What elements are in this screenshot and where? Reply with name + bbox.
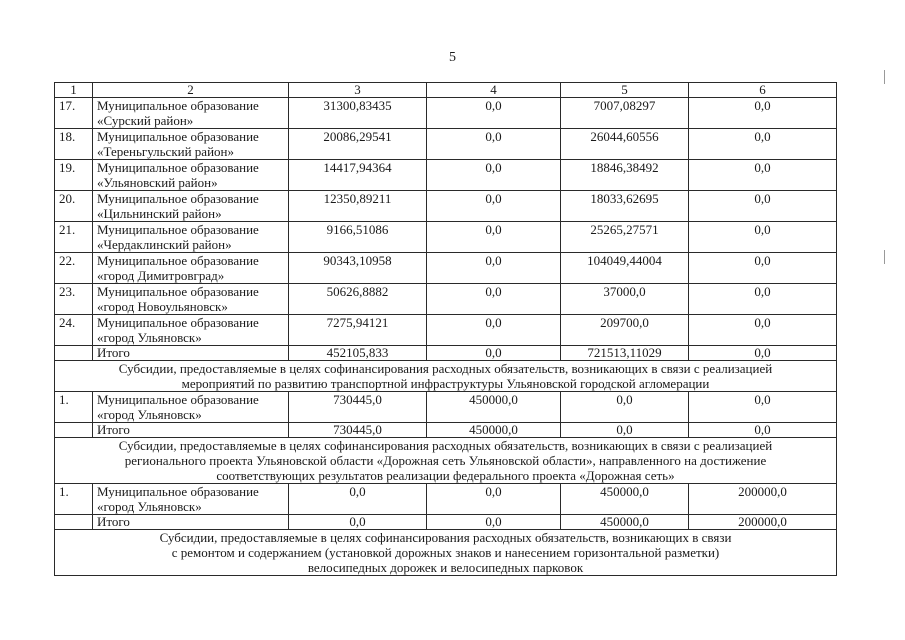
- row-number: 18.: [55, 129, 93, 160]
- municipality-name: Муниципальное образование «город Ульяновск»: [93, 484, 289, 515]
- value-col3: 20086,29541: [289, 129, 427, 160]
- municipality-name: Муниципальное образование «Чердаклинский район»: [93, 222, 289, 253]
- total-col4: 0,0: [427, 346, 561, 361]
- value-col4: 0,0: [427, 253, 561, 284]
- table-row: [55, 129, 837, 160]
- municipality-name: Муниципальное образование «город Ульяновск»: [93, 392, 289, 423]
- municipality-name: Муниципальное образование «Сурский район»: [93, 98, 289, 129]
- empty-cell: [55, 515, 93, 530]
- value-col6: 200000,0: [689, 484, 837, 515]
- row-number: 22.: [55, 253, 93, 284]
- municipality-name: Муниципальное образование «Тереньгульский район»: [93, 129, 289, 160]
- value-col4: 450000,0: [427, 392, 561, 423]
- value-col3: 7275,94121: [289, 315, 427, 346]
- value-col5: 104049,44004: [561, 253, 689, 284]
- value-col5: 18846,38492: [561, 160, 689, 191]
- row-number: 21.: [55, 222, 93, 253]
- column-number-header: [55, 83, 837, 98]
- value-col3: 90343,10958: [289, 253, 427, 284]
- total-col5: 450000,0: [561, 515, 689, 530]
- header-cell: 6: [689, 83, 837, 98]
- table-row: [55, 484, 837, 515]
- row-number: 24.: [55, 315, 93, 346]
- section-heading: [55, 530, 837, 576]
- table-row: [55, 284, 837, 315]
- value-col6: 0,0: [689, 222, 837, 253]
- municipality-name: Муниципальное образование «Цильнинский район»: [93, 191, 289, 222]
- value-col5: 25265,27571: [561, 222, 689, 253]
- total-col3: 730445,0: [289, 423, 427, 438]
- value-col6: 0,0: [689, 98, 837, 129]
- total-col3: 452105,833: [289, 346, 427, 361]
- value-col6: 0,0: [689, 253, 837, 284]
- value-col6: 0,0: [689, 160, 837, 191]
- section-title: Субсидии, предоставляемые в целях софинансирования расходных обязательств, возникающих в связи с ремонтом и содержанием (установкой дорожных знаков и нанесением горизонтальной разметки) велосипедных дорожек и велосипедных парковок: [55, 530, 837, 576]
- empty-cell: [55, 346, 93, 361]
- total-row: [55, 346, 837, 361]
- value-col6: 0,0: [689, 191, 837, 222]
- section-title: Субсидии, предоставляемые в целях софинансирования расходных обязательств, возникающих в связи с реализацией мероприятий по развитию транспортной инфраструктуры Ульяновской городской агломерации: [55, 361, 837, 392]
- total-label: Итого: [93, 515, 289, 530]
- table-row: [55, 253, 837, 284]
- total-col3: 0,0: [289, 515, 427, 530]
- table-row: [55, 191, 837, 222]
- value-col5: 37000,0: [561, 284, 689, 315]
- value-col4: 0,0: [427, 98, 561, 129]
- value-col3: 14417,94364: [289, 160, 427, 191]
- edge-scan-mark: [884, 250, 885, 264]
- value-col4: 0,0: [427, 315, 561, 346]
- value-col3: 12350,89211: [289, 191, 427, 222]
- row-number: 23.: [55, 284, 93, 315]
- total-col6: 0,0: [689, 346, 837, 361]
- edge-scan-mark: [884, 70, 885, 84]
- value-col5: 7007,08297: [561, 98, 689, 129]
- header-cell: 1: [55, 83, 93, 98]
- municipality-name: Муниципальное образование «город Димитровград»: [93, 253, 289, 284]
- header-cell: 5: [561, 83, 689, 98]
- header-cell: 3: [289, 83, 427, 98]
- total-row: [55, 515, 837, 530]
- total-col4: 450000,0: [427, 423, 561, 438]
- value-col3: 31300,83435: [289, 98, 427, 129]
- subsidy-table: [54, 82, 837, 576]
- value-col3: 9166,51086: [289, 222, 427, 253]
- value-col6: 0,0: [689, 284, 837, 315]
- table-row: [55, 392, 837, 423]
- section-heading: [55, 361, 837, 392]
- row-number: 20.: [55, 191, 93, 222]
- total-row: [55, 423, 837, 438]
- total-col5: 0,0: [561, 423, 689, 438]
- value-col6: 0,0: [689, 315, 837, 346]
- section-heading: [55, 438, 837, 484]
- value-col6: 0,0: [689, 392, 837, 423]
- value-col5: 450000,0: [561, 484, 689, 515]
- header-cell: 4: [427, 83, 561, 98]
- value-col4: 0,0: [427, 129, 561, 160]
- empty-cell: [55, 423, 93, 438]
- value-col4: 0,0: [427, 191, 561, 222]
- table-row: [55, 98, 837, 129]
- section-title: Субсидии, предоставляемые в целях софинансирования расходных обязательств, возникающих в связи с реализацией регионального проекта Ульяновской области «Дорожная сеть Ульяновской области», направленного на достижение соответствующих результатов реализации федерального проекта «Дорожная сеть»: [55, 438, 837, 484]
- municipality-name: Муниципальное образование «город Новоульяновск»: [93, 284, 289, 315]
- table-row: [55, 160, 837, 191]
- value-col3: 50626,8882: [289, 284, 427, 315]
- municipality-name: Муниципальное образование «город Ульяновск»: [93, 315, 289, 346]
- value-col5: 26044,60556: [561, 129, 689, 160]
- municipality-name: Муниципальное образование «Ульяновский район»: [93, 160, 289, 191]
- value-col6: 0,0: [689, 129, 837, 160]
- value-col3: 730445,0: [289, 392, 427, 423]
- value-col4: 0,0: [427, 284, 561, 315]
- value-col4: 0,0: [427, 484, 561, 515]
- total-label: Итого: [93, 423, 289, 438]
- total-col4: 0,0: [427, 515, 561, 530]
- value-col4: 0,0: [427, 222, 561, 253]
- value-col5: 209700,0: [561, 315, 689, 346]
- value-col5: 18033,62695: [561, 191, 689, 222]
- page-number: 5: [449, 50, 456, 65]
- total-col6: 200000,0: [689, 515, 837, 530]
- total-col5: 721513,11029: [561, 346, 689, 361]
- value-col5: 0,0: [561, 392, 689, 423]
- total-col6: 0,0: [689, 423, 837, 438]
- row-number: 1.: [55, 392, 93, 423]
- row-number: 1.: [55, 484, 93, 515]
- table-row: [55, 315, 837, 346]
- row-number: 17.: [55, 98, 93, 129]
- row-number: 19.: [55, 160, 93, 191]
- value-col3: 0,0: [289, 484, 427, 515]
- total-label: Итого: [93, 346, 289, 361]
- header-cell: 2: [93, 83, 289, 98]
- table-row: [55, 222, 837, 253]
- value-col4: 0,0: [427, 160, 561, 191]
